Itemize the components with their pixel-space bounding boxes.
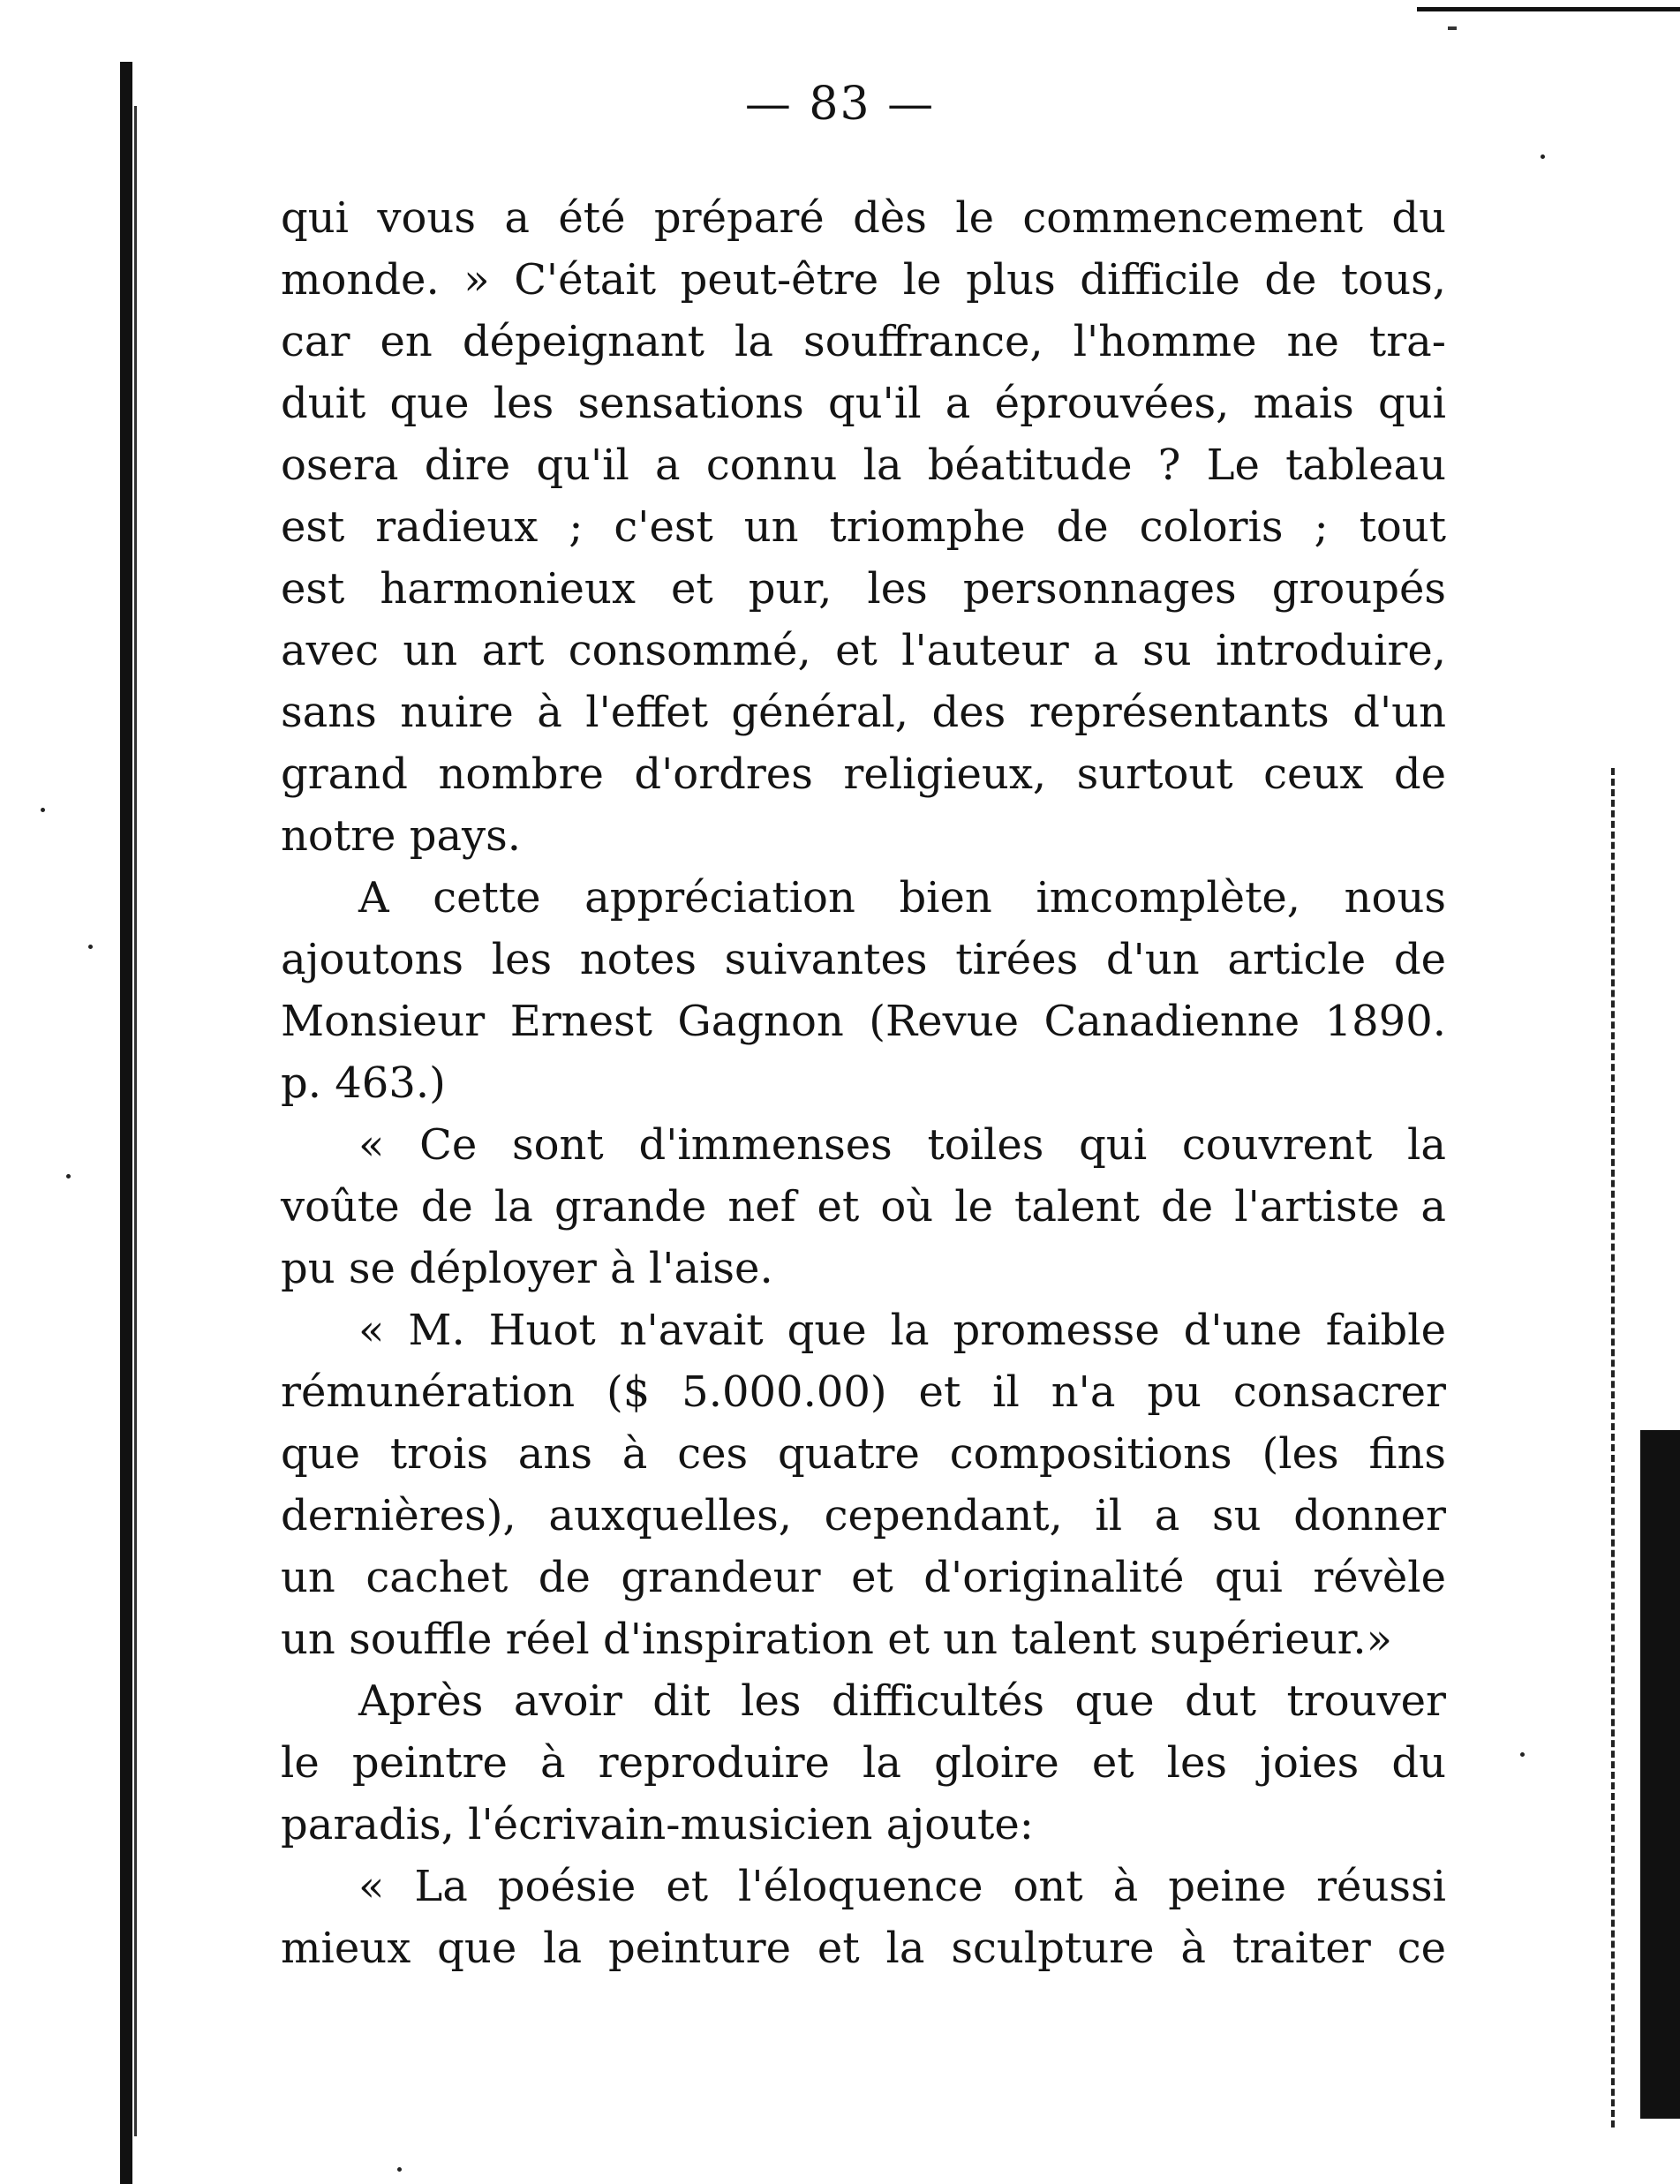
text-line: pu se déployer à l'aise. <box>281 1244 773 1293</box>
text-line: notre pays. <box>281 811 522 861</box>
text-line: p. 463.) <box>281 1058 446 1108</box>
text-line: « M. Huot n'avait que la promesse d'une faible <box>358 1306 1446 1355</box>
text-line: Après avoir dit les difficultés que dut trouver <box>358 1676 1446 1726</box>
text-line: est radieux ; c'est un triomphe de coloris ; tout <box>281 502 1446 552</box>
text-line: voûte de la grande nef et où le talent de l'artiste a <box>281 1182 1446 1231</box>
text-line: qui vous a été préparé dès le commencement du <box>281 193 1446 243</box>
scan-speck <box>88 945 93 949</box>
text-line: « Ce sont d'immenses toiles qui couvrent la <box>358 1120 1446 1170</box>
scan-speck <box>66 1174 71 1179</box>
text-line: car en dépeignant la souffrance, l'homme ne tra- <box>281 317 1446 366</box>
text-line: paradis, l'écrivain-musicien ajoute: <box>281 1800 1034 1849</box>
page-number: — 83 — <box>744 78 936 131</box>
scan-speck <box>1541 154 1545 159</box>
text-line: dernières), auxquelles, cependant, il a su donner <box>281 1491 1446 1540</box>
scan-right-edge <box>1640 1430 1680 2119</box>
scan-left-edge <box>120 62 132 2184</box>
text-line: est harmonieux et pur, les personnages groupés <box>281 564 1446 614</box>
text-line: osera dire qu'il a connu la béatitude ? Le tableau <box>281 441 1446 490</box>
scan-speck <box>397 2167 402 2172</box>
body-text <box>281 187 1446 1979</box>
text-line: monde. » C'était peut-être le plus difficile de tous, <box>281 255 1446 305</box>
scan-speck <box>1520 1752 1525 1757</box>
text-line: un souffle réel d'inspiration et un talent supérieur.» <box>281 1615 1392 1664</box>
text-line: mieux que la peinture et la sculpture à traiter ce <box>281 1924 1446 1973</box>
scan-right-edge <box>1611 768 1620 2128</box>
text-line: sans nuire à l'effet général, des représentants d'un <box>281 688 1446 737</box>
text-line: grand nombre d'ordres religieux, surtout ceux de <box>281 749 1446 799</box>
scan-edge-mark <box>1448 26 1457 30</box>
text-line: que trois ans à ces quatre compositions (les fins <box>281 1429 1446 1479</box>
text-line: Monsieur Ernest Gagnon (Revue Canadienne 1890. <box>281 997 1446 1046</box>
scan-edge-mark <box>1417 7 1680 11</box>
text-line: A cette appréciation bien imcomplète, nous <box>358 873 1446 923</box>
text-line: le peintre à reproduire la gloire et les joies du <box>281 1738 1446 1788</box>
text-line: « La poésie et l'éloquence ont à peine réussi <box>358 1862 1446 1911</box>
scan-left-edge <box>134 106 137 2136</box>
text-line: duit que les sensations qu'il a éprouvées, mais qui <box>281 379 1446 428</box>
scan-speck <box>41 808 45 812</box>
text-line: ajoutons les notes suivantes tirées d'un article de <box>281 935 1446 984</box>
text-line: un cachet de grandeur et d'originalité qui révèle <box>281 1553 1446 1602</box>
text-line: avec un art consommé, et l'auteur a su introduire, <box>281 626 1446 675</box>
text-line: rémunération ($ 5.000.00) et il n'a pu consacrer <box>281 1367 1446 1417</box>
